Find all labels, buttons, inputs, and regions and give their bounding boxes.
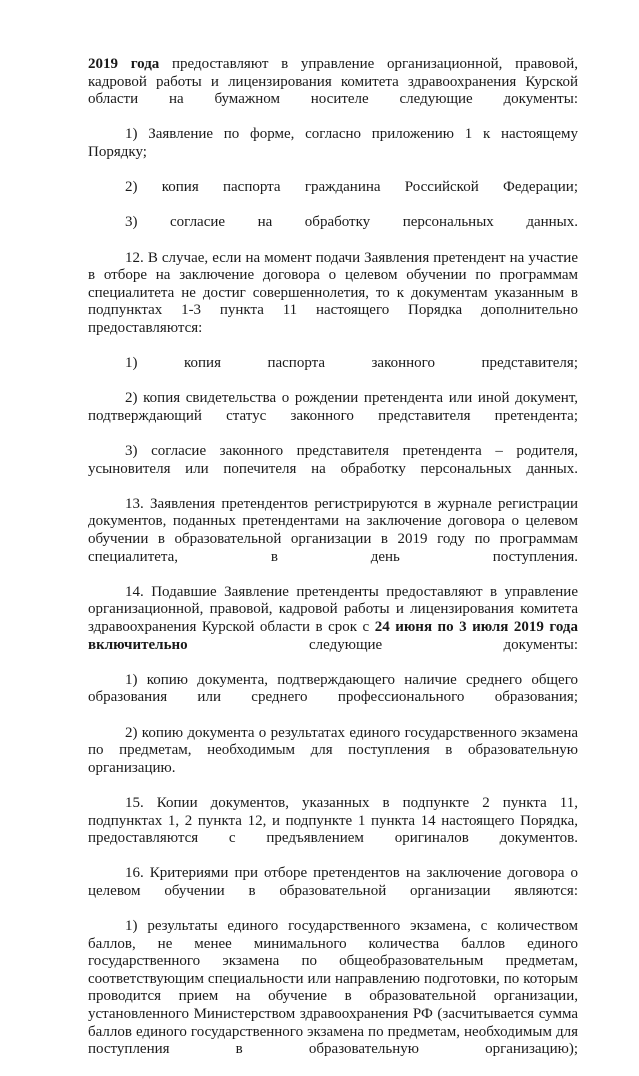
item-12-1: 1) копия паспорта законного представителя; xyxy=(125,355,578,372)
paragraph-tail: следующие документы: xyxy=(187,636,578,653)
document-page xyxy=(88,56,578,1076)
paragraph-text: предоставляют в управление организационной, правовой, кадровой работы и лицензирования комитета здравоохранения Курской области на бумажном носителе следующие документы: xyxy=(88,56,578,108)
item-14-2: 2) копию документа о результатах единого государственного экзамена по предметам, необходимым для поступления в образовательную организацию. xyxy=(88,724,578,776)
item-12-3: 3) согласие законного представителя претендента – родителя, усыновителя или попечителя на обработку персональных данных. xyxy=(88,443,578,477)
item-11-1: 1) Заявление по форме, согласно приложению 1 к настоящему Порядку; xyxy=(88,126,578,160)
item-11-2: 2) копия паспорта гражданина Российской Федерации; xyxy=(125,179,578,196)
paragraph-16: 16. Критериями при отборе претендентов на заключение договора о целевом обучении в образовательной организации являются: xyxy=(88,865,578,899)
item-16-1: 1) результаты единого государственного экзамена, с количеством баллов, не менее минимального количества баллов единого государственного экзамена по общеобразовательным предметам, соответствующим специальности или направлению подготовки, по которым проводится прием на обучение в образовательной организации, установленного Министерством здравоохранения РФ (засчитывается сумма баллов единого государственного экзамена по предметам, необходимым для поступления в образовательную организацию); xyxy=(88,918,578,1058)
paragraph-12: 12. В случае, если на момент подачи Заявления претендент на участие в отборе на заключение договора о целевом обучении по программам специалитета не достиг совершеннолетия, то к документам указанным в подпунктах 1-3 пункта 11 настоящего Порядка дополнительно предоставляются: xyxy=(88,249,578,336)
paragraph-15: 15. Копии документов, указанных в подпункте 2 пункта 11, подпунктах 1, 2 пункта 12, и подпункте 1 пункта 14 настоящего Порядка, предоставляются с предъявлением оригиналов документов. xyxy=(88,794,578,847)
item-14-1: 1) копию документа, подтверждающего наличие среднего общего образования или среднего профессионального образования; xyxy=(88,671,578,706)
bold-deadline: 24 июня по 3 июля 2019 года включительно xyxy=(88,619,578,653)
paragraph-11-continuation xyxy=(88,56,578,126)
bold-year: 2019 года xyxy=(88,56,160,72)
paragraph-text: 14. Подавшие Заявление претенденты предоставляют в управление организационной, правовой, кадровой работы и лицензирования комитета здравоохранения Курской области в срок с xyxy=(88,583,578,635)
paragraph-13: 13. Заявления претендентов регистрируются в журнале регистрации документов, поданных претендентами на заключение договора о целевом обучении в образовательной организации в 2019 году по программам специалитета, в день поступления. xyxy=(88,495,578,565)
item-12-2: 2) копия свидетельства о рождении претендента или иной документ, подтверждающий статус законного представителя претендента; xyxy=(88,390,578,424)
paragraph-14 xyxy=(88,584,578,672)
item-11-3: 3) согласие на обработку персональных данных. xyxy=(125,214,578,231)
